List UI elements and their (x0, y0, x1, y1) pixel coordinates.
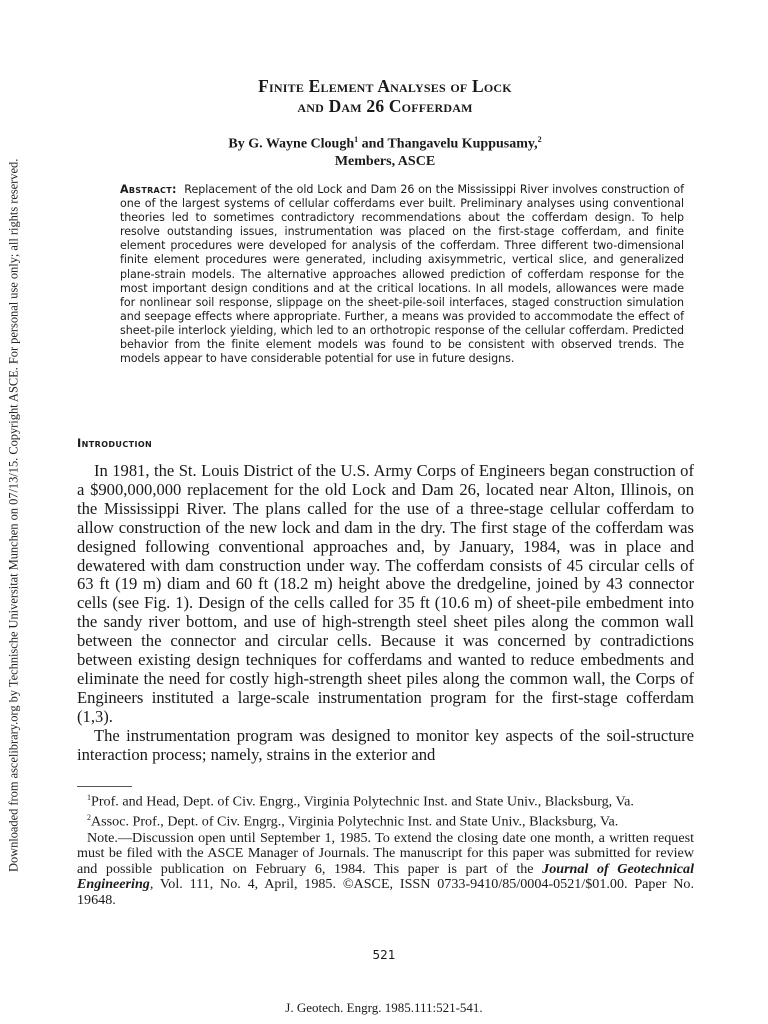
footnote-2-text: Assoc. Prof., Dept. of Civ. Engrg., Virginia Polytechnic Inst. and State Univ., Blacksburg, Va. (91, 813, 619, 830)
footnote-1-mark: 1 (87, 793, 91, 802)
footnote-2-mark: 2 (87, 813, 91, 823)
author-line (110, 131, 660, 153)
publication-note-text-a: Note.—Discussion open until September 1, 1985. To extend the closing date one month, a written request must be filed with the ASCE Manager of Journals. The manuscript for this paper was submitted for review and possible publication on February 6, 1984. This paper is part of the (77, 829, 694, 877)
author-2: and Thangavelu Kuppusamy, (358, 136, 538, 152)
publication-note-text-b: , Vol. 111, No. 4, April, 1985. ©ASCE, ISSN 0733-9410/85/0004-0521/$01.00. Paper No. 19648. (77, 876, 694, 908)
footnote-2 (77, 810, 694, 830)
footnote-divider (77, 786, 132, 787)
section-heading-introduction: Introduction (77, 436, 153, 450)
page-number: 521 (372, 948, 396, 962)
author-1-footnote-mark: 1 (354, 135, 359, 144)
body-text (77, 462, 694, 765)
author-affiliation: Members, ASCE (334, 153, 436, 169)
footnote-1 (77, 790, 694, 810)
journal-name: Journal of Geotechnical Engineering (77, 860, 694, 893)
journal-citation: J. Geotech. Engrg. 1985.111:521-541. (285, 1000, 483, 1015)
download-watermark (4, 135, 24, 895)
author-byline (110, 131, 660, 170)
abstract (120, 183, 684, 366)
paper-title (120, 76, 650, 116)
abstract-label: Abstract: (120, 183, 177, 196)
footnotes (77, 790, 694, 909)
paper-title-line-1: Finite Element Analyses of Lock (258, 76, 512, 96)
author-2-footnote-mark: 2 (537, 135, 542, 144)
publication-note (77, 831, 694, 909)
download-watermark-text: Downloaded from ascelibrary.org by Technische Universitat Munchen on 07/13/15. Copyright ASCE. For personal use only; all rights reserved. (6, 158, 21, 872)
author-1: By G. Wayne Clough (228, 136, 355, 152)
body-paragraph-1: In 1981, the St. Louis District of the U.S. Army Corps of Engineers began construction of a $900,000,000 replacement for the old Lock and Dam 26, located near Alton, Illinois, on the Mississippi River. The plans called for the use of a three-stage cellular cofferdam to allow construction of the new lock and dam in the dry. The first stage of the cofferdam was designed following conventional approaches and, by January, 1984, was in place and dewatered with dam construction under way. The cofferdam consists of 45 circular cells of 63 ft (19 m) diam and 60 ft (18.2 m) height above the dredgeline, joined by 43 connector cells (see Fig. 1). Design of the cells called for 35 ft (10.6 m) of sheet-pile embedment into the sandy river bottom, and use of high-strength steel sheet piles along the common wall between the connector and circular cells. Because it was concerned by contradictions between existing design techniques for cofferdams and wanted to reduce embedments and eliminate the need for costly high-strength sheet piles along the common wall, the Corps of Engineers instituted a large-scale instrumentation program for the first-stage cofferdam (1,3). (77, 461, 694, 726)
body-paragraph-2: The instrumentation program was designed to monitor key aspects of the soil-structure interaction process; namely, strains in the exterior and (77, 725, 694, 764)
abstract-text: Replacement of the old Lock and Dam 26 on the Mississippi River involves construction of one of the largest systems of cellular cofferdams ever built. Preliminary analyses using conventional theories led to sometimes contradictory recommendations about the cofferdam design. To help resolve outstanding issues, instrumentation was placed on the first-stage cofferdam, and finite element procedures were developed for analysis of the cofferdam. Three different two-dimensional finite element procedures were generated, including axisymmetric, vertical slice, and generalized plane-strain models. The alternative approaches allowed prediction of cofferdam response for the most important design conditions and at the critical locations. In all models, allowances were made for nonlinear soil response, slippage on the sheet-pile-soil interfaces, staged construction simulation and seepage effects where appropriate. Further, a means was provided to accommodate the effect of sheet-pile interlock yielding, which led to an orthotropic response of the cellular cofferdam. Predicted behavior from the finite element models was found to be consistent with observed trends. The models appear to have considerable potential for use in future designs. (120, 183, 684, 366)
paper-title-line-2: and Dam 26 Cofferdam (297, 96, 473, 116)
footnote-1-text: Prof. and Head, Dept. of Civ. Engrg., Virginia Polytechnic Inst. and State Univ., Blacksburg, Va. (91, 793, 634, 810)
